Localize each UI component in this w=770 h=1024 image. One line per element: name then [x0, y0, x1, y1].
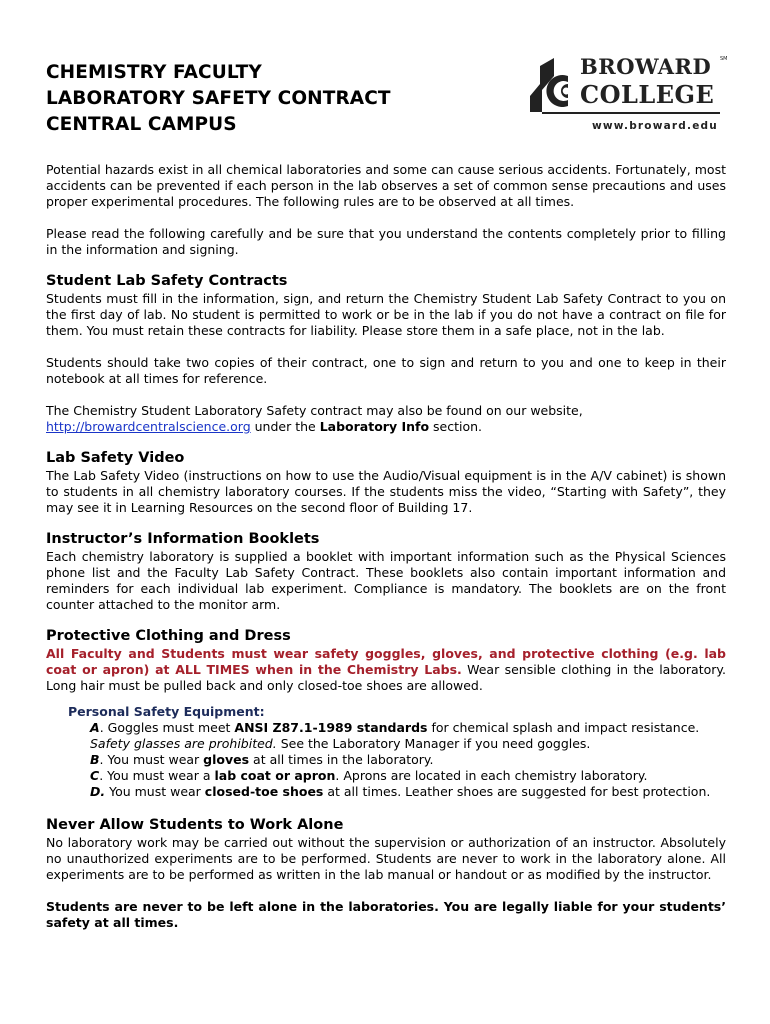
ppe-letter-d: D.: [90, 784, 106, 799]
title-line-2: LABORATORY SAFETY CONTRACT: [46, 88, 391, 109]
ppe-b-text-1: . You must wear: [99, 752, 204, 767]
ppe-c-labcoat: lab coat or apron: [214, 768, 336, 783]
clothing-details: Wear sensible clothing in the laboratory. Long hair must be pulled back and only closed-toe shoes are allowed.: [46, 662, 726, 693]
clothing-paragraph: [46, 646, 726, 694]
alone-paragraph-2: Students are never to be left alone in the laboratories. You are legally liable for your students’ safety at all times.: [46, 899, 726, 930]
document-body: [46, 162, 726, 947]
section-heading-clothing: Protective Clothing and Dress: [46, 628, 291, 644]
clothing-requirement-warning: All Faculty and Students must wear safety goggles, gloves, and protective clothing (e.g. lab coat or apron) at ALL TIMES when in the Chemistry Labs.: [46, 646, 726, 677]
title-line-3: CENTRAL CAMPUS: [46, 114, 237, 135]
intro-paragraph-2: Please read the following carefully and be sure that you understand the contents completely prior to filling in the information and signing.: [46, 226, 726, 257]
section-heading-alone: Never Allow Students to Work Alone: [46, 817, 344, 833]
logo-wordmark-broward: BROWARD: [580, 54, 712, 79]
contracts-paragraph-1: Students must fill in the information, sign, and return the Chemistry Student Lab Safety Contract to you on the first day of lab. No student is permitted to work or be in the lab if you do not have a contract on file for them. You must retain these contracts for liability. Please store them in a safe place, not in the lab.: [46, 291, 726, 338]
section-heading-video: Lab Safety Video: [46, 450, 185, 466]
personal-safety-equipment: [68, 704, 726, 800]
title-line-1: CHEMISTRY FACULTY: [46, 62, 262, 83]
ppe-b-text-2: at all times in the laboratory.: [249, 752, 434, 767]
page-title: [46, 60, 391, 138]
ppe-a-text-3: See the Laboratory Manager if you need goggles.: [276, 736, 591, 751]
ppe-list: [90, 720, 726, 800]
ppe-c-text-2: . Aprons are located in each chemistry laboratory.: [335, 768, 648, 783]
ppe-a-text-2: for chemical splash and impact resistance.: [427, 720, 700, 735]
section-heading-contracts: Student Lab Safety Contracts: [46, 273, 288, 289]
ppe-item-c: [90, 768, 726, 784]
ppe-item-a-note: [90, 736, 726, 752]
contracts-paragraph-2: Students should take two copies of their contract, one to sign and return to you and one to keep in their notebook at all times for reference.: [46, 355, 726, 386]
broward-college-logo: [528, 54, 728, 138]
logo-service-mark: SM: [720, 56, 728, 62]
contracts-under-text: under the: [250, 419, 320, 434]
ppe-d-shoes: closed-toe shoes: [204, 784, 324, 799]
ppe-a-prohibited: Safety glasses are prohibited.: [90, 736, 277, 751]
section-heading-booklets: Instructor’s Information Booklets: [46, 531, 320, 547]
booklets-paragraph: Each chemistry laboratory is supplied a booklet with important information such as the Physical Sciences phone list and the Faculty Lab Safety Contract. These booklets also contain important information and reminders for each individual lab experiment. Compliance is mandatory. The booklets are on the front counter attached to the monitor arm.: [46, 549, 726, 612]
ppe-d-text-2: at all times. Leather shoes are suggested for best protection.: [323, 784, 711, 799]
ppe-letter-b: B: [90, 752, 100, 767]
logo-divider: [542, 112, 720, 114]
ppe-c-text-1: . You must wear a: [99, 768, 215, 783]
ppe-a-text-1: . Goggles must meet: [99, 720, 235, 735]
broward-emblem-icon: [528, 56, 588, 116]
science-website-link[interactable]: http://browardcentralscience.org: [46, 419, 251, 434]
ppe-heading: Personal Safety Equipment:: [68, 704, 265, 719]
ppe-letter-c: C: [90, 768, 100, 783]
contracts-paragraph-3: [46, 403, 726, 435]
ppe-d-text-1: You must wear: [105, 784, 205, 799]
lab-info-label: Laboratory Info: [319, 419, 430, 434]
ppe-b-gloves: gloves: [203, 752, 250, 767]
contracts-website-text: The Chemistry Student Laboratory Safety contract may also be found on our website,: [46, 403, 583, 418]
ppe-item-d: [90, 784, 726, 800]
ppe-a-standard: ANSI Z87.1-1989 standards: [234, 720, 428, 735]
intro-paragraph-1: Potential hazards exist in all chemical laboratories and some can cause serious accidents. Fortunately, most accidents can be prevented if each person in the lab observes a set of common sense precautions and uses proper experimental procedures. The following rules are to be observed at all times.: [46, 162, 726, 209]
logo-wordmark-college: COLLEGE: [580, 80, 715, 109]
logo-website: www.broward.edu: [592, 120, 718, 132]
video-paragraph: The Lab Safety Video (instructions on how to use the Audio/Visual equipment is in the A/V cabinet) is shown to students in all chemistry laboratory courses. If the students miss the video, “Starting with Safety”, they may see it in Learning Resources on the second floor of Building 17.: [46, 468, 726, 515]
ppe-letter-a: A: [90, 720, 100, 735]
contracts-section-text: section.: [429, 419, 483, 434]
ppe-item-a: [90, 720, 726, 736]
ppe-item-b: [90, 752, 726, 768]
alone-paragraph-1: No laboratory work may be carried out without the supervision or authorization of an instructor. Absolutely no unauthorized experiments are to be performed. Students are never to work in the laboratory alone. All experiments are to be performed as written in the lab manual or handout or as modified by the instructor.: [46, 835, 726, 882]
